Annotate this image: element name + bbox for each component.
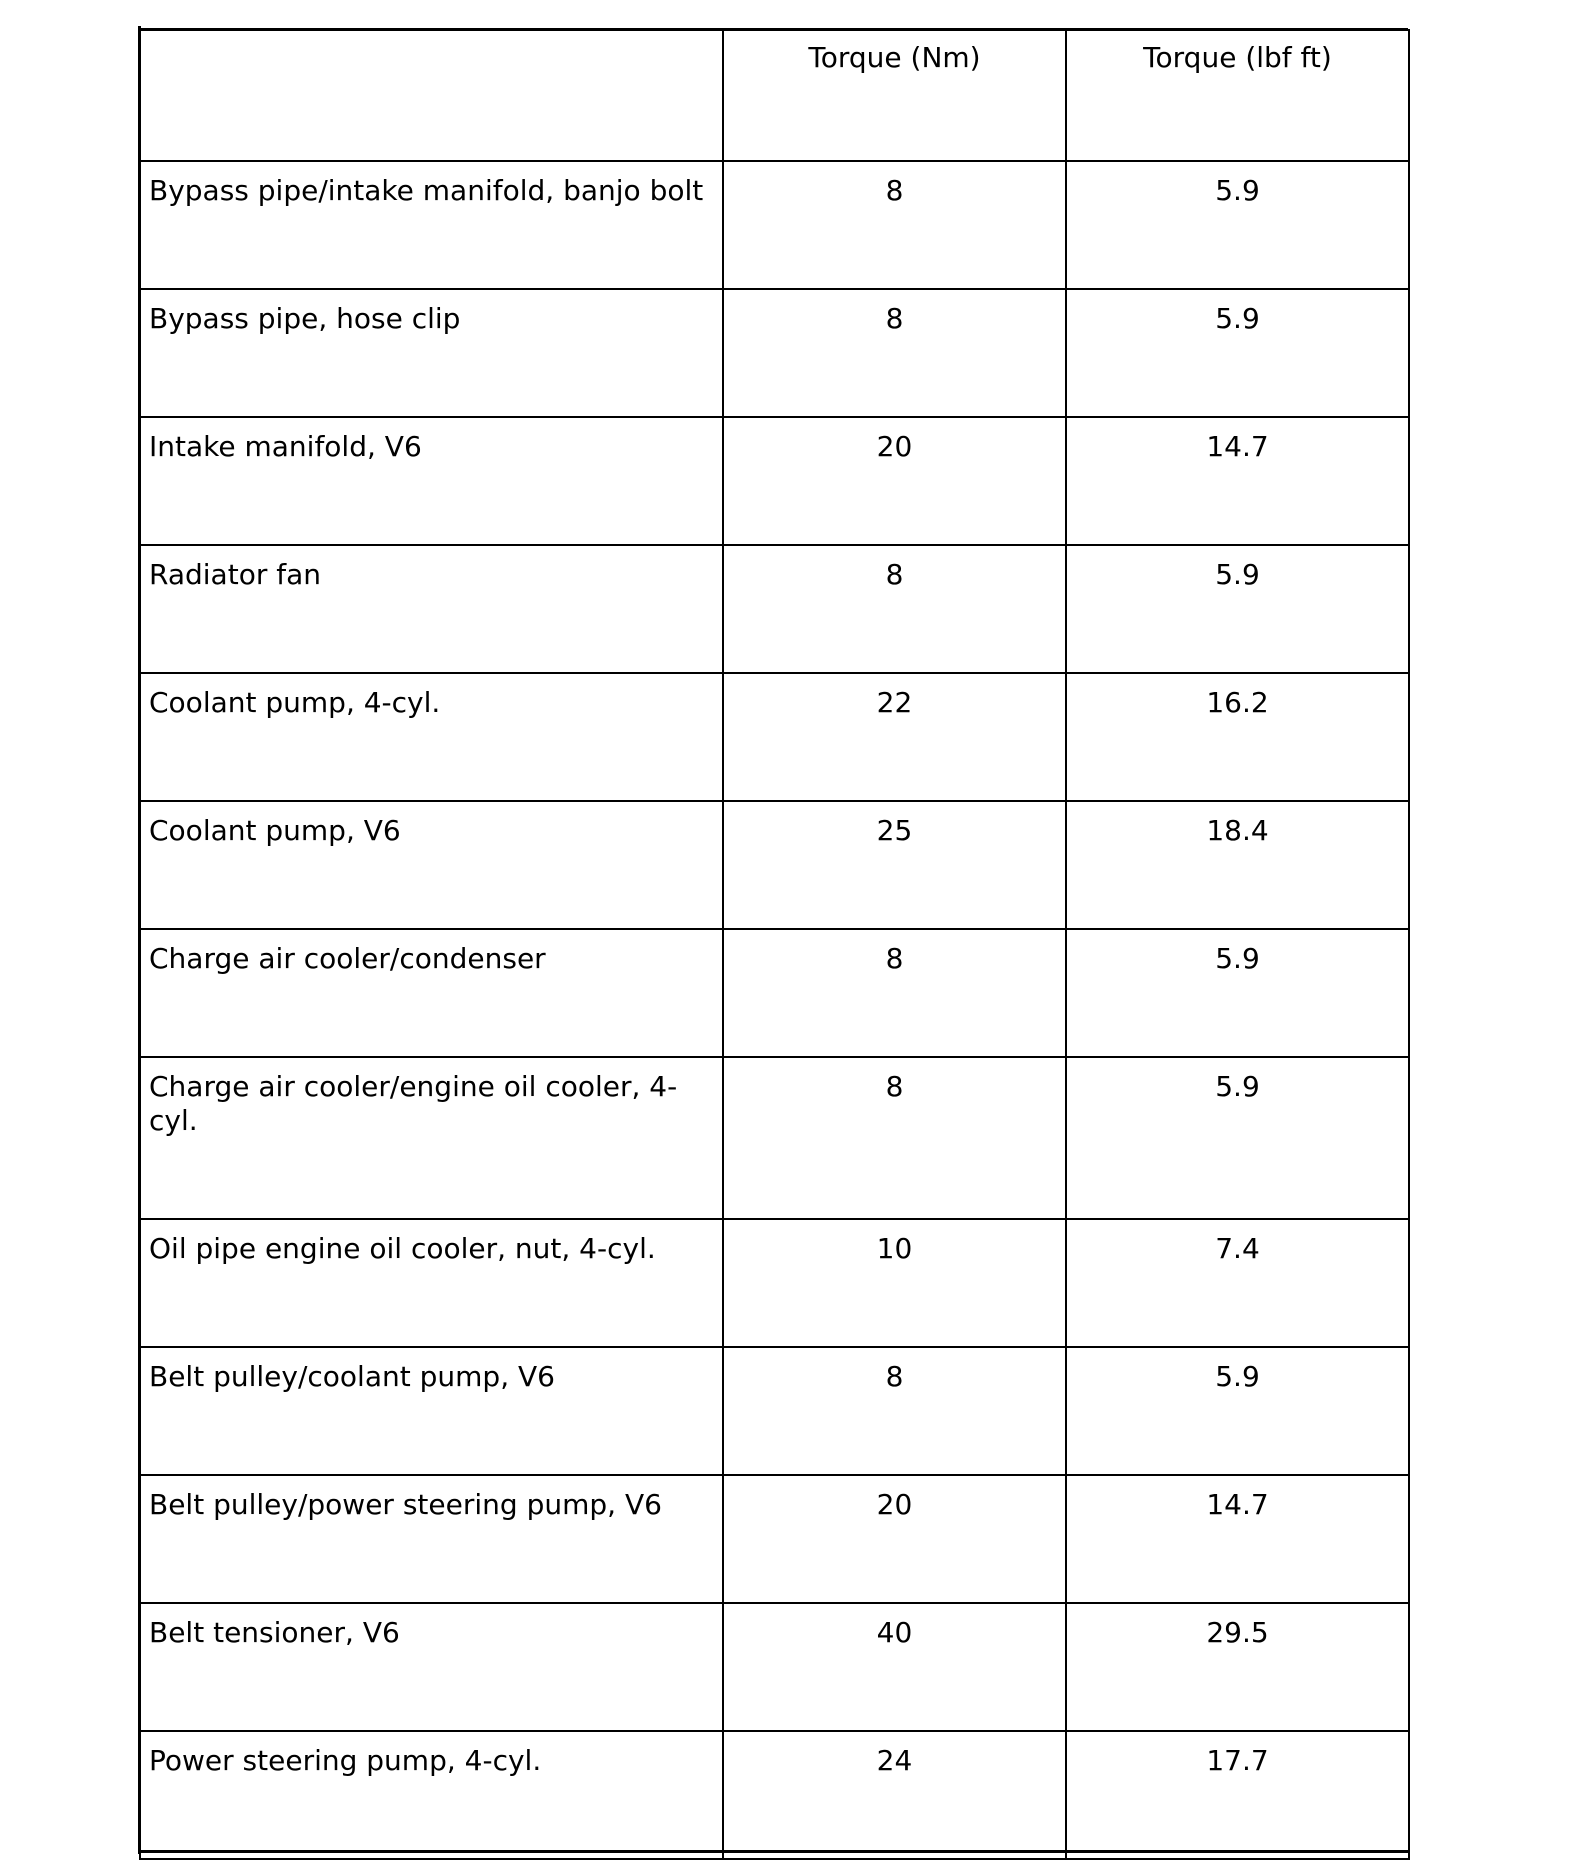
component-cell: Coolant pump, V6 <box>140 801 723 929</box>
component-cell: Charge air cooler/engine oil cooler, 4-cyl. <box>140 1057 723 1219</box>
component-cell: Bypass pipe, hose clip <box>140 289 723 417</box>
torque-lbf-ft-cell: 17.7 <box>1066 1731 1409 1859</box>
table-row <box>140 1475 1409 1603</box>
torque-lbf-ft-cell: 7.4 <box>1066 1219 1409 1347</box>
table-row <box>140 1603 1409 1731</box>
torque-nm-cell: 25 <box>723 801 1066 929</box>
torque-lbf-ft-cell: 16.2 <box>1066 673 1409 801</box>
torque-lbf-ft-cell: 14.7 <box>1066 1475 1409 1603</box>
table-row <box>140 673 1409 801</box>
torque-nm-cell: 8 <box>723 1057 1066 1219</box>
torque-nm-cell: 20 <box>723 417 1066 545</box>
torque-nm-cell: 22 <box>723 673 1066 801</box>
component-cell: Coolant pump, 4-cyl. <box>140 673 723 801</box>
table-row <box>140 545 1409 673</box>
torque-lbf-ft-cell: 5.9 <box>1066 289 1409 417</box>
torque-nm-cell: 20 <box>723 1475 1066 1603</box>
torque-nm-cell: 10 <box>723 1219 1066 1347</box>
table-row <box>140 1057 1409 1219</box>
table-row <box>140 417 1409 545</box>
torque-lbf-ft-cell: 5.9 <box>1066 161 1409 289</box>
torque-lbf-ft-cell: 18.4 <box>1066 801 1409 929</box>
table-row <box>140 161 1409 289</box>
torque-lbf-ft-cell: 5.9 <box>1066 929 1409 1057</box>
torque-lbf-ft-cell: 5.9 <box>1066 1057 1409 1219</box>
table-row <box>140 1731 1409 1859</box>
torque-nm-cell: 40 <box>723 1603 1066 1731</box>
component-cell: Belt pulley/coolant pump, V6 <box>140 1347 723 1475</box>
torque-nm-cell: 8 <box>723 161 1066 289</box>
torque-nm-cell: 8 <box>723 929 1066 1057</box>
header-component <box>140 30 723 161</box>
table-row <box>140 929 1409 1057</box>
table-header-row <box>140 30 1409 161</box>
component-cell: Belt tensioner, V6 <box>140 1603 723 1731</box>
torque-nm-cell: 8 <box>723 289 1066 417</box>
table-row <box>140 1347 1409 1475</box>
component-cell: Power steering pump, 4-cyl. <box>140 1731 723 1859</box>
component-cell: Radiator fan <box>140 545 723 673</box>
header-torque-nm: Torque (Nm) <box>723 30 1066 161</box>
component-cell: Intake manifold, V6 <box>140 417 723 545</box>
table-row <box>140 1219 1409 1347</box>
torque-lbf-ft-cell: 14.7 <box>1066 417 1409 545</box>
torque-specification-table <box>139 29 1410 1860</box>
component-cell: Bypass pipe/intake manifold, banjo bolt <box>140 161 723 289</box>
component-cell: Belt pulley/power steering pump, V6 <box>140 1475 723 1603</box>
header-torque-lbf-ft: Torque (lbf ft) <box>1066 30 1409 161</box>
component-cell: Oil pipe engine oil cooler, nut, 4-cyl. <box>140 1219 723 1347</box>
table-row <box>140 801 1409 929</box>
torque-lbf-ft-cell: 5.9 <box>1066 1347 1409 1475</box>
torque-nm-cell: 24 <box>723 1731 1066 1859</box>
torque-lbf-ft-cell: 29.5 <box>1066 1603 1409 1731</box>
torque-lbf-ft-cell: 5.9 <box>1066 545 1409 673</box>
torque-nm-cell: 8 <box>723 545 1066 673</box>
torque-nm-cell: 8 <box>723 1347 1066 1475</box>
table-row <box>140 289 1409 417</box>
component-cell: Charge air cooler/condenser <box>140 929 723 1057</box>
